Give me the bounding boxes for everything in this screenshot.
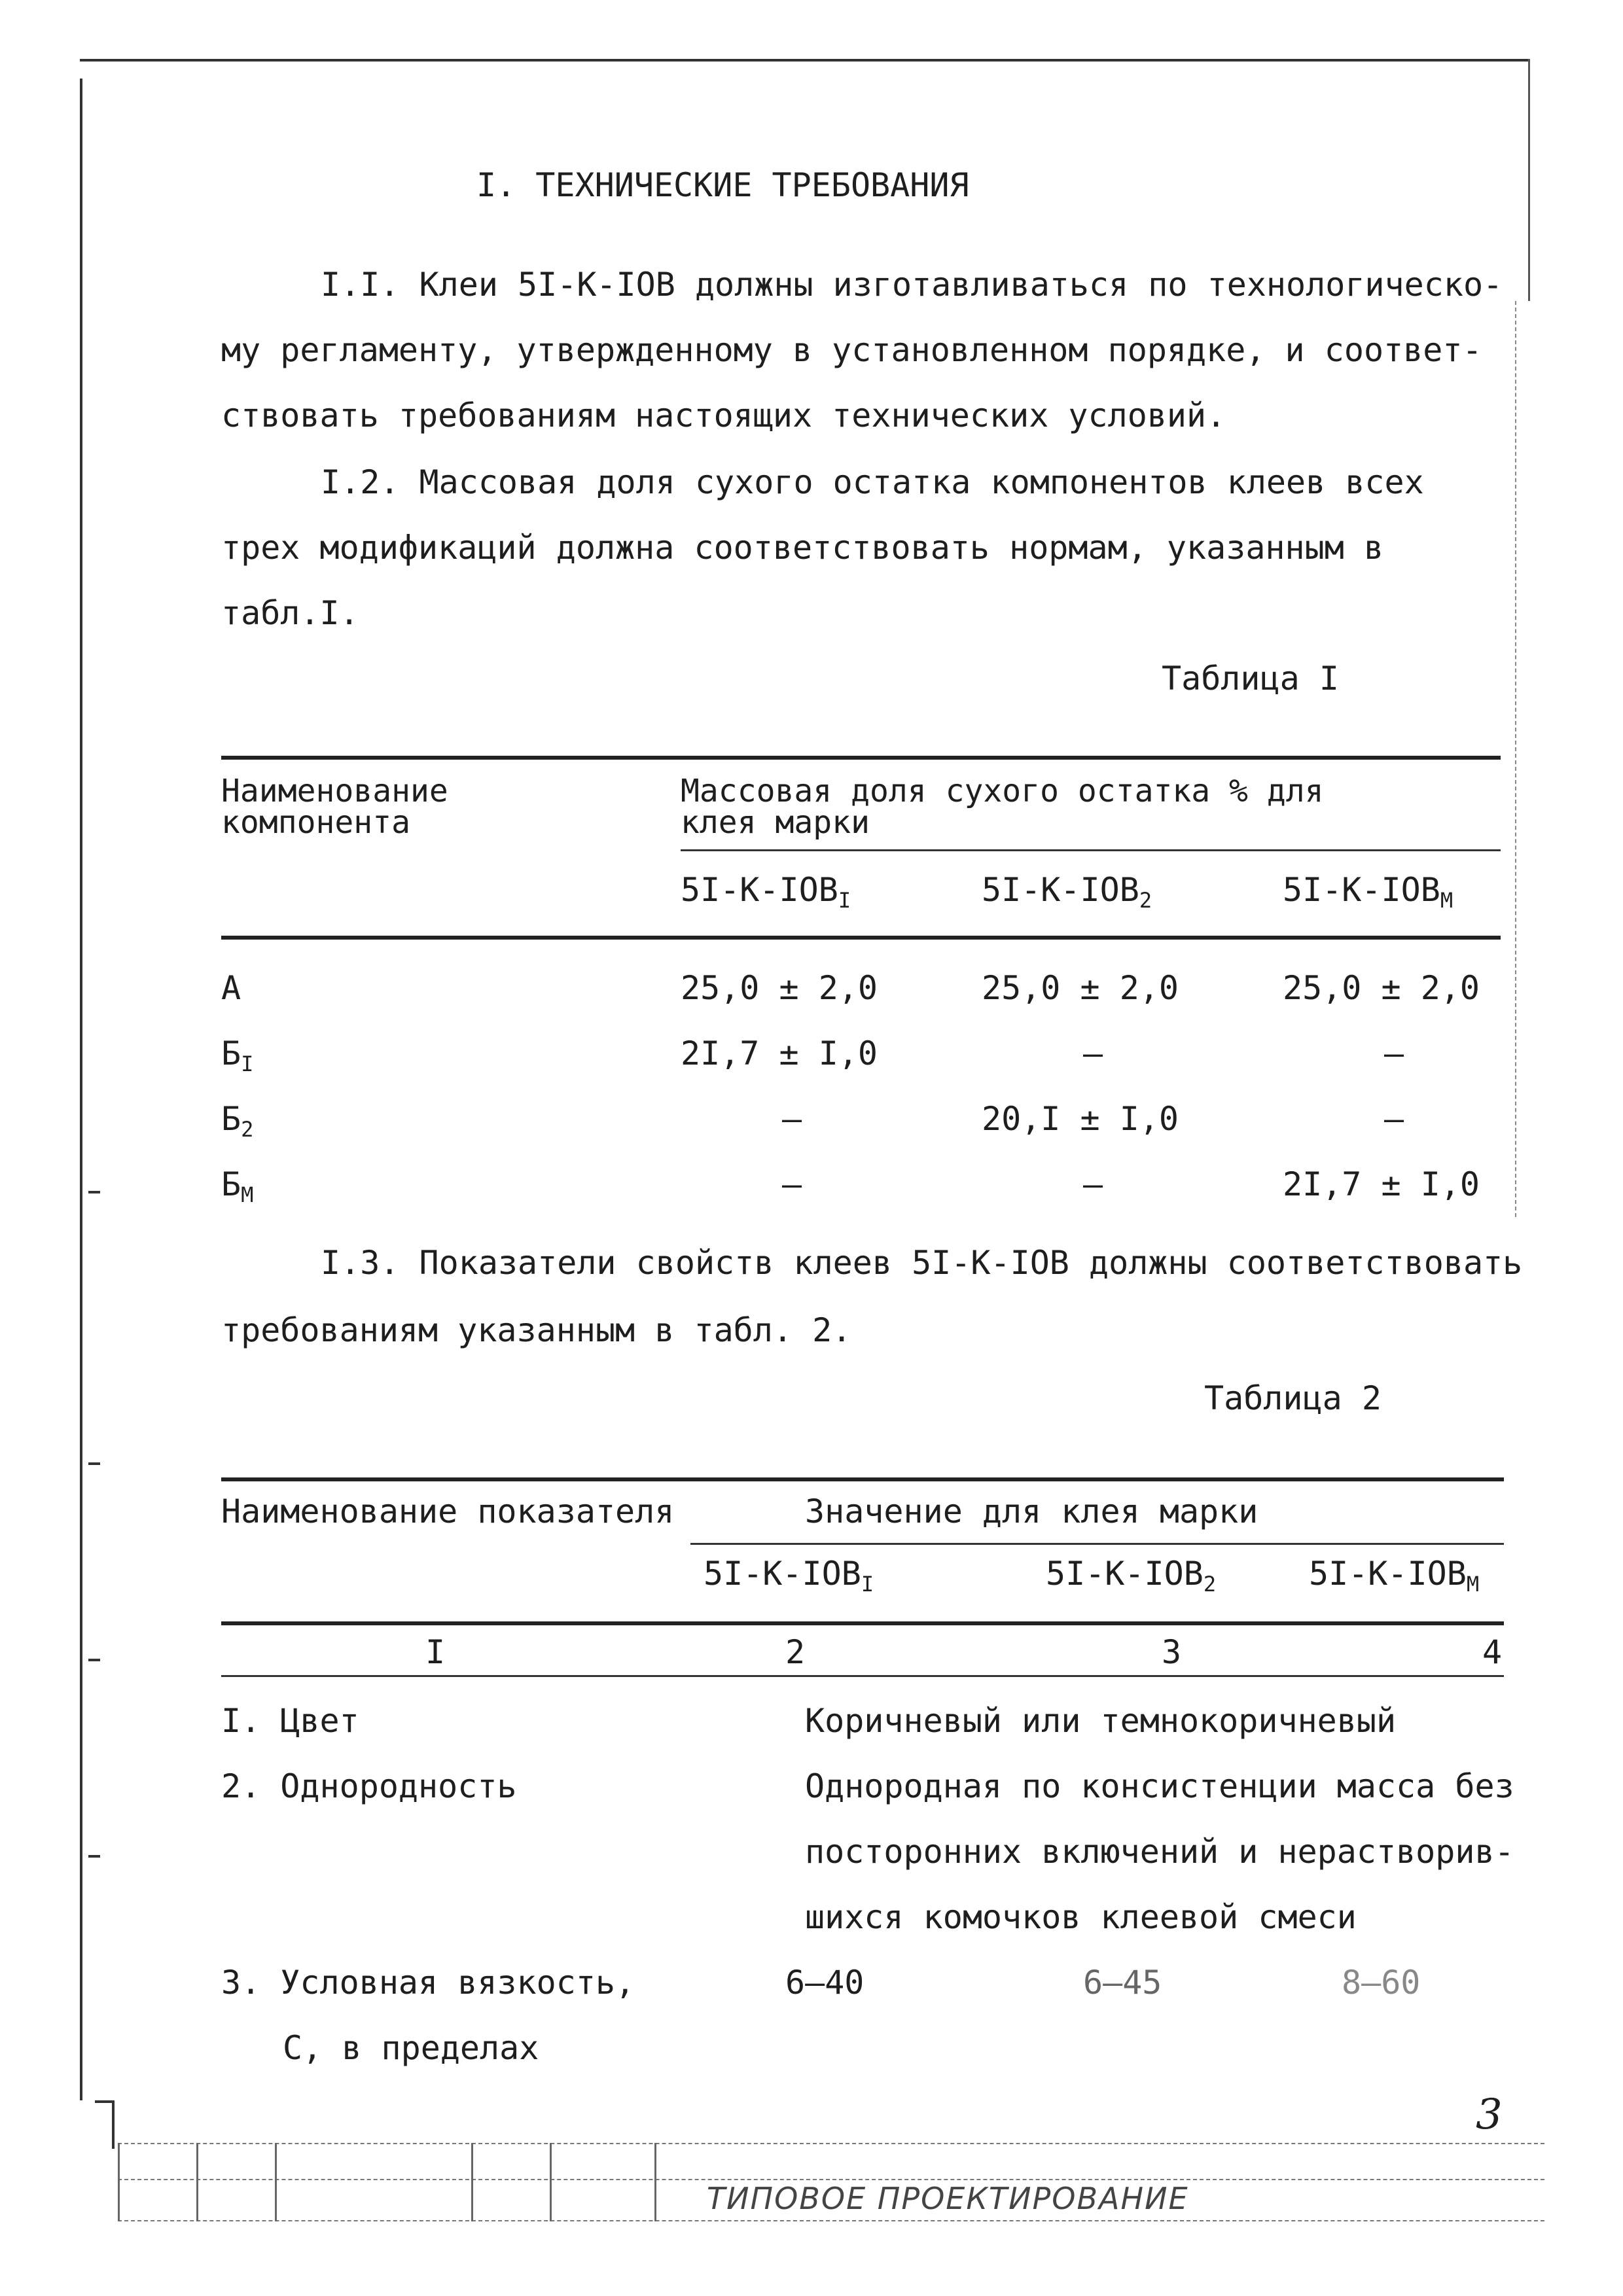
table1-header-group: Массовая доля сухого остатка % для клея марки <box>681 773 1324 841</box>
stamp-divider <box>654 2143 656 2221</box>
table2-cell: 6–45 <box>1083 1964 1162 2002</box>
table1-row-label: $Б_2$ <box>221 1100 254 1142</box>
section-title: I. ТЕХНИЧЕСКИЕ ТРЕБОВАНИЯ <box>476 166 969 204</box>
table2-group-rule <box>690 1543 1504 1545</box>
table1-cell: 20,I ± I,0 <box>982 1100 1179 1138</box>
table1-col-header: $5I-К-IОВ_2$ <box>982 871 1152 913</box>
table1-row-label: $Б_I$ <box>221 1034 254 1076</box>
stamp-divider <box>471 2143 473 2221</box>
table1-cell: 25,0 ± 2,0 <box>681 969 878 1007</box>
table2-col-header: $5I-К-IОВ_М$ <box>1309 1555 1480 1597</box>
table1-row-label: А <box>221 969 241 1007</box>
frame-tick <box>88 1191 100 1193</box>
table1-cell: 25,0 ± 2,0 <box>982 969 1179 1007</box>
table1-cell: – <box>1082 1034 1103 1072</box>
table1-row-label: $Б_М$ <box>221 1165 254 1207</box>
page-frame-right <box>1528 59 1530 301</box>
stamp-divider <box>196 2143 198 2221</box>
table2-header-group: Значение для клея марки <box>805 1492 1258 1530</box>
table2-col-header: $5I-К-IОВ_I$ <box>704 1555 874 1597</box>
frame-tick <box>88 1855 100 1858</box>
table2-merged-value: посторонних включений и нерастворив- <box>805 1833 1514 1871</box>
table2-caption: Таблица 2 <box>1204 1379 1382 1417</box>
table1-cell: – <box>781 1165 802 1203</box>
table2-merged-value: Однородная по консистенции масса без <box>805 1767 1514 1805</box>
table2-col-number: 3 <box>1162 1633 1182 1671</box>
table2-cell: 8–60 <box>1342 1964 1421 2002</box>
table2-col-header: $5I-К-IОВ_2$ <box>1046 1555 1217 1597</box>
frame-hook <box>95 2100 115 2149</box>
table2-col-number: 4 <box>1482 1633 1503 1671</box>
table2-row-name: 3. Условная вязкость, <box>221 1964 635 2002</box>
frame-tick <box>88 1462 100 1465</box>
stamp-divider <box>550 2143 552 2221</box>
paragraph-1-3-line: I.3. Показатели свойств клеев 5I-К-IОВ должны соответствовать <box>321 1244 1523 1282</box>
paragraph-1-3-line: требованиям указанным в табл. 2. <box>221 1311 852 1349</box>
paragraph-1-2-line: трех модификаций должна соответствовать нормам, указанным в <box>221 529 1384 567</box>
stamp-divider <box>275 2143 277 2221</box>
page-frame-top <box>80 59 1529 62</box>
table1-header-rule <box>221 936 1501 940</box>
table1-top-rule <box>221 756 1501 760</box>
paragraph-1-1-line: му регламенту, утвержденному в установленном порядке, и соответ- <box>221 331 1482 369</box>
paragraph-1-2-line: табл.I. <box>221 594 359 632</box>
stamp-rule <box>118 2179 1544 2180</box>
table2-header-rule <box>221 1621 1504 1625</box>
table2-top-rule <box>221 1477 1504 1481</box>
table1-col-header: $5I-К-IОВ_I$ <box>681 871 851 913</box>
paragraph-1-1-line: ствовать требованиям настоящих технических условий. <box>221 397 1226 434</box>
table2-col-number: I <box>425 1633 446 1671</box>
table2-row-name: 2. Однородность <box>221 1767 517 1805</box>
table1-col-header: $5I-К-IОВ_М$ <box>1283 871 1454 913</box>
page-frame-left <box>80 79 82 2100</box>
table2-row-name: I. Цвет <box>221 1702 359 1740</box>
title-block-stamp <box>118 2143 1544 2221</box>
stamp-rule <box>118 2143 1544 2144</box>
table2-header-indicator: Наименование показателя <box>221 1492 675 1530</box>
table1-caption: Таблица I <box>1162 660 1339 698</box>
paragraph-1-1-line: I.I. Клеи 5I-К-IОВ должны изготавливаться по технологическо- <box>321 266 1503 304</box>
table1-cell: – <box>1383 1100 1404 1138</box>
page-frame-right-dashed <box>1515 301 1516 1217</box>
table2-col-number: 2 <box>785 1633 806 1671</box>
stamp-rule <box>118 2220 1544 2221</box>
table1-group-rule <box>681 849 1501 851</box>
table2-merged-value: шихся комочков клеевой смеси <box>805 1898 1357 1936</box>
stamp-text: ТИПОВОЕ ПРОЕКТИРОВАНИЕ <box>707 2181 1189 2216</box>
paragraph-1-2-line: I.2. Массовая доля сухого остатка компонентов клеев всех <box>321 463 1424 501</box>
table2-row-name: С, в пределах <box>283 2029 539 2067</box>
table2-number-rule <box>221 1675 1504 1677</box>
table1-header-component: Наименование компонента <box>221 773 448 841</box>
table2-merged-value: Коричневый или темнокоричневый <box>805 1702 1397 1740</box>
table1-cell: 2I,7 ± I,0 <box>681 1034 878 1072</box>
table1-cell: – <box>1082 1165 1103 1203</box>
frame-tick <box>88 1659 100 1661</box>
table1-cell: 2I,7 ± I,0 <box>1283 1165 1480 1203</box>
table2-cell: 6–40 <box>785 1964 865 2002</box>
table1-cell: 25,0 ± 2,0 <box>1283 969 1480 1007</box>
table1-cell: – <box>1383 1034 1404 1072</box>
page-number: 3 <box>1476 2091 1503 2139</box>
table1-cell: – <box>781 1100 802 1138</box>
stamp-divider <box>118 2143 120 2221</box>
